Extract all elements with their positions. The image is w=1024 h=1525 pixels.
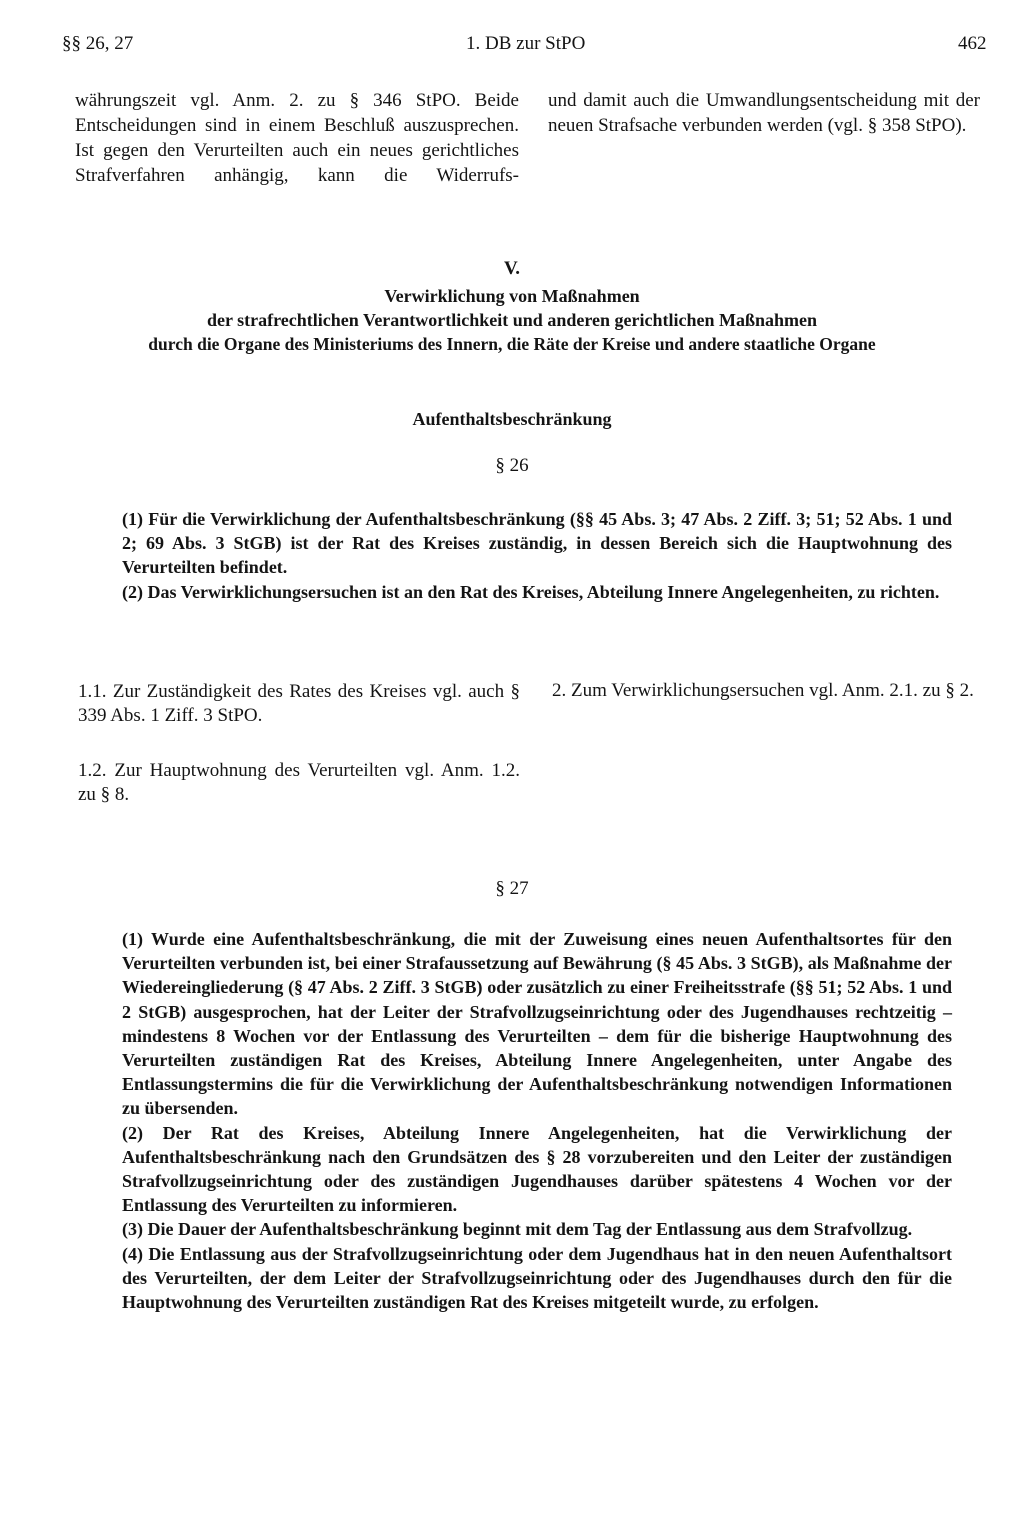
section-number: V. xyxy=(503,258,521,279)
section-subtitle: Aufenthaltsbeschränkung xyxy=(412,409,612,429)
paragraph-27-body xyxy=(122,927,952,1314)
paragraph-27-subsection-2: (2) Der Rat des Kreises, Abteilung Innere Angelegenheiten, hat die Verwirklichung der Aufenthaltsbeschränkung nach den Grundsätzen des § 28 vorzubereiten und den Leiter der zuständigen Strafvollzugseinrichtung oder des zuständigen Jugendhauses darüber spätestens 4 Wochen vor der Entlassung des Verurteilten zu informieren. xyxy=(122,1122,952,1216)
header-section-reference: §§ 26, 27 xyxy=(62,33,134,54)
page-number: 462 xyxy=(958,33,987,54)
section-title-line-1: Verwirklichung von Maßnahmen xyxy=(384,286,640,306)
notes-right-column xyxy=(552,679,997,703)
paragraph-26-subsection-1: (1) Für die Verwirklichung der Aufenthaltsbeschränkung (§§ 45 Abs. 3; 47 Abs. 2 Ziff. 3; 51; 52 Abs. 1 und 2; 69 Abs. 3 StGB) ist der Rat des Kreises zuständig, in dessen Bereich sich die Hauptwohnung des Verurteilten befindet. xyxy=(122,509,952,578)
paragraph-26-heading: § 26 xyxy=(495,455,529,476)
paragraph-26-body xyxy=(122,507,952,604)
paragraph-27-subsection-4: (4) Die Entlassung aus der Strafvollzugseinrichtung oder dem Jugendhaus hat in den neuen Aufenthaltsort des Verurteilten, der dem Leiter der Strafvollzugseinrichtung oder des Jugendhauses durch den für die Hauptwohnung des Verurteilten zuständigen Rat des Kreises mitgeteilt wurde, zu erfolgen. xyxy=(122,1243,952,1313)
paragraph-27-subsection-3: (3) Die Dauer der Aufenthaltsbeschränkung beginnt mit dem Tag der Entlassung aus dem Strafvollzug. xyxy=(122,1219,913,1240)
notes-left-column xyxy=(78,680,520,807)
paragraph-26-subsection-2: (2) Das Verwirklichungsersuchen ist an den Rat des Kreises, Abteilung Innere Angelegenheiten, zu richten. xyxy=(122,581,940,602)
note-1-2: 1.2. Zur Hauptwohnung des Verurteilten vgl. Anm. 1.2. zu § 8. xyxy=(78,760,520,805)
header-title: 1. DB zur StPO xyxy=(466,33,586,54)
intro-left-column: währungszeit vgl. Anm. 2. zu § 346 StPO. Beide Entscheidungen sind in einem Beschluß auszusprechen. Ist gegen den Verurteilten auch ein neues gerichtliches Strafverfahren anhängig, kann die Widerrufs- xyxy=(75,90,519,186)
intro-right-column: und damit auch die Umwandlungsentscheidung mit der neuen Strafsache verbunden werden (vgl. § 358 StPO). xyxy=(548,90,980,136)
section-title-line-3: durch die Organe des Ministeriums des Innern, die Räte der Kreise und andere staatliche Organe xyxy=(148,334,876,354)
paragraph-27-subsection-1: (1) Wurde eine Aufenthaltsbeschränkung, die mit der Zuweisung eines neuen Aufenthaltsortes für den Verurteilten verbunden ist, bei einer Strafaussetzung auf Bewährung (§ 45 Abs. 3 StGB), als Maßnahme der Wiedereingliederung (§ 47 Abs. 2 Ziff. 3 StGB) oder zusätzlich zu einer Freiheitsstrafe (§§ 51; 52 Abs. 1 und 2 StGB) ausgesprochen, hat der Leiter der Strafvollzugseinrichtung oder des Jugendhauses rechtzeitig – mindestens 8 Wochen vor der Entlassung des Verurteilten – dem für die bisherige Hauptwohnung des Verurteilten zuständigen Rat des Kreises, Abteilung Innere Angelegenheiten, unter Angabe des Entlassungstermins die für die Verwirklichung der Aufenthaltsbeschränkung notwendigen Informationen zu übersenden. xyxy=(122,929,952,1119)
section-title-line-2: der strafrechtlichen Verantwortlichkeit und anderen gerichtlichen Maßnahmen xyxy=(207,310,817,330)
note-2: 2. Zum Verwirklichungsersuchen vgl. Anm. 2.1. zu § 2. xyxy=(552,680,974,701)
note-1-1: 1.1. Zur Zuständigkeit des Rates des Kreises vgl. auch § 339 Abs. 1 Ziff. 3 StPO. xyxy=(78,681,520,726)
paragraph-27-heading: § 27 xyxy=(495,878,529,899)
